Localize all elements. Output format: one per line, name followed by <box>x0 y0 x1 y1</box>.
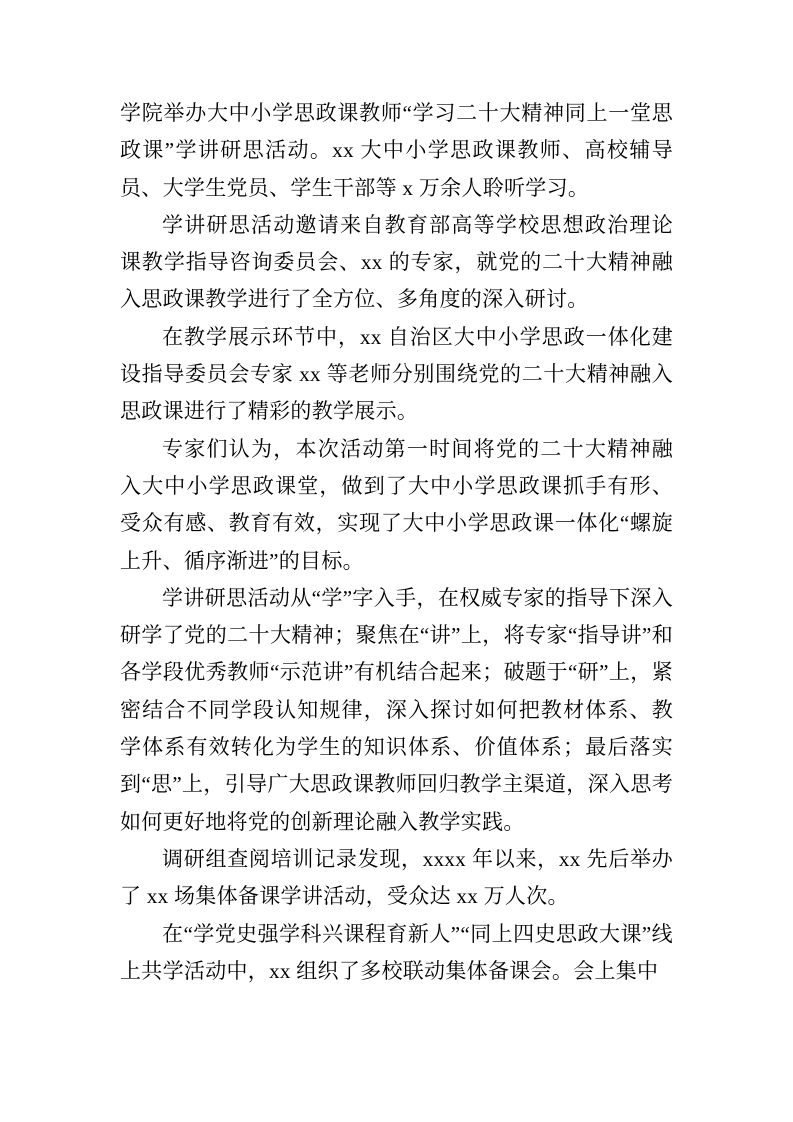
paragraph: 专家们认为，本次活动第一时间将党的二十大精神融入大中小学思政课堂，做到了大中小学思政课抓手有形、受众有感、教育有效，实现了大中小学思政课一体化“螺旋上升、循序渐进”的目标。 <box>120 436 673 573</box>
paragraph: 学讲研思活动邀请来自教育部高等学校思想政治理论课教学指导咨询委员会、xx 的专家，就党的二十大精神融入思政课教学进行了全方位、多角度的深入研讨。 <box>120 212 673 312</box>
paragraph: 学讲研思活动从“学”字入手，在权威专家的指导下深入研学了党的二十大精神；聚焦在“讲”上，将专家“指导讲”和各学段优秀教师“示范讲”有机结合起来；破题于“研”上，紧密结合不同学段认知规律，深入探讨如何把教材体系、教学体系有效转化为学生的知识体系、价值体系；最后落实到“思”上，引导广大思政课教师回归教学主渠道，深入思考如何更好地将党的创新理论融入教学实践。 <box>120 585 673 834</box>
paragraph: 在教学展示环节中，xx 自治区大中小学思政一体化建设指导委员会专家 xx 等老师分别围绕党的二十大精神融入思政课进行了精彩的教学展示。 <box>120 324 673 424</box>
paragraph: 学院举办大中小学思政课教师“学习二十大精神同上一堂思政课”学讲研思活动。xx 大中小学思政课教师、高校辅导员、大学生党员、学生干部等 x 万余人聆听学习。 <box>120 101 673 200</box>
paragraph: 调研组查阅培训记录发现，xxxx 年以来，xx 先后举办了 xx 场集体备课学讲活动，受众达 xx 万人次。 <box>120 846 673 909</box>
document-body <box>120 95 673 990</box>
paragraph: 在“学党史强学科兴课程育新人”“同上四史思政大课”线上共学活动中，xx 组织了多校联动集体备课会。会上集中 <box>120 921 673 983</box>
